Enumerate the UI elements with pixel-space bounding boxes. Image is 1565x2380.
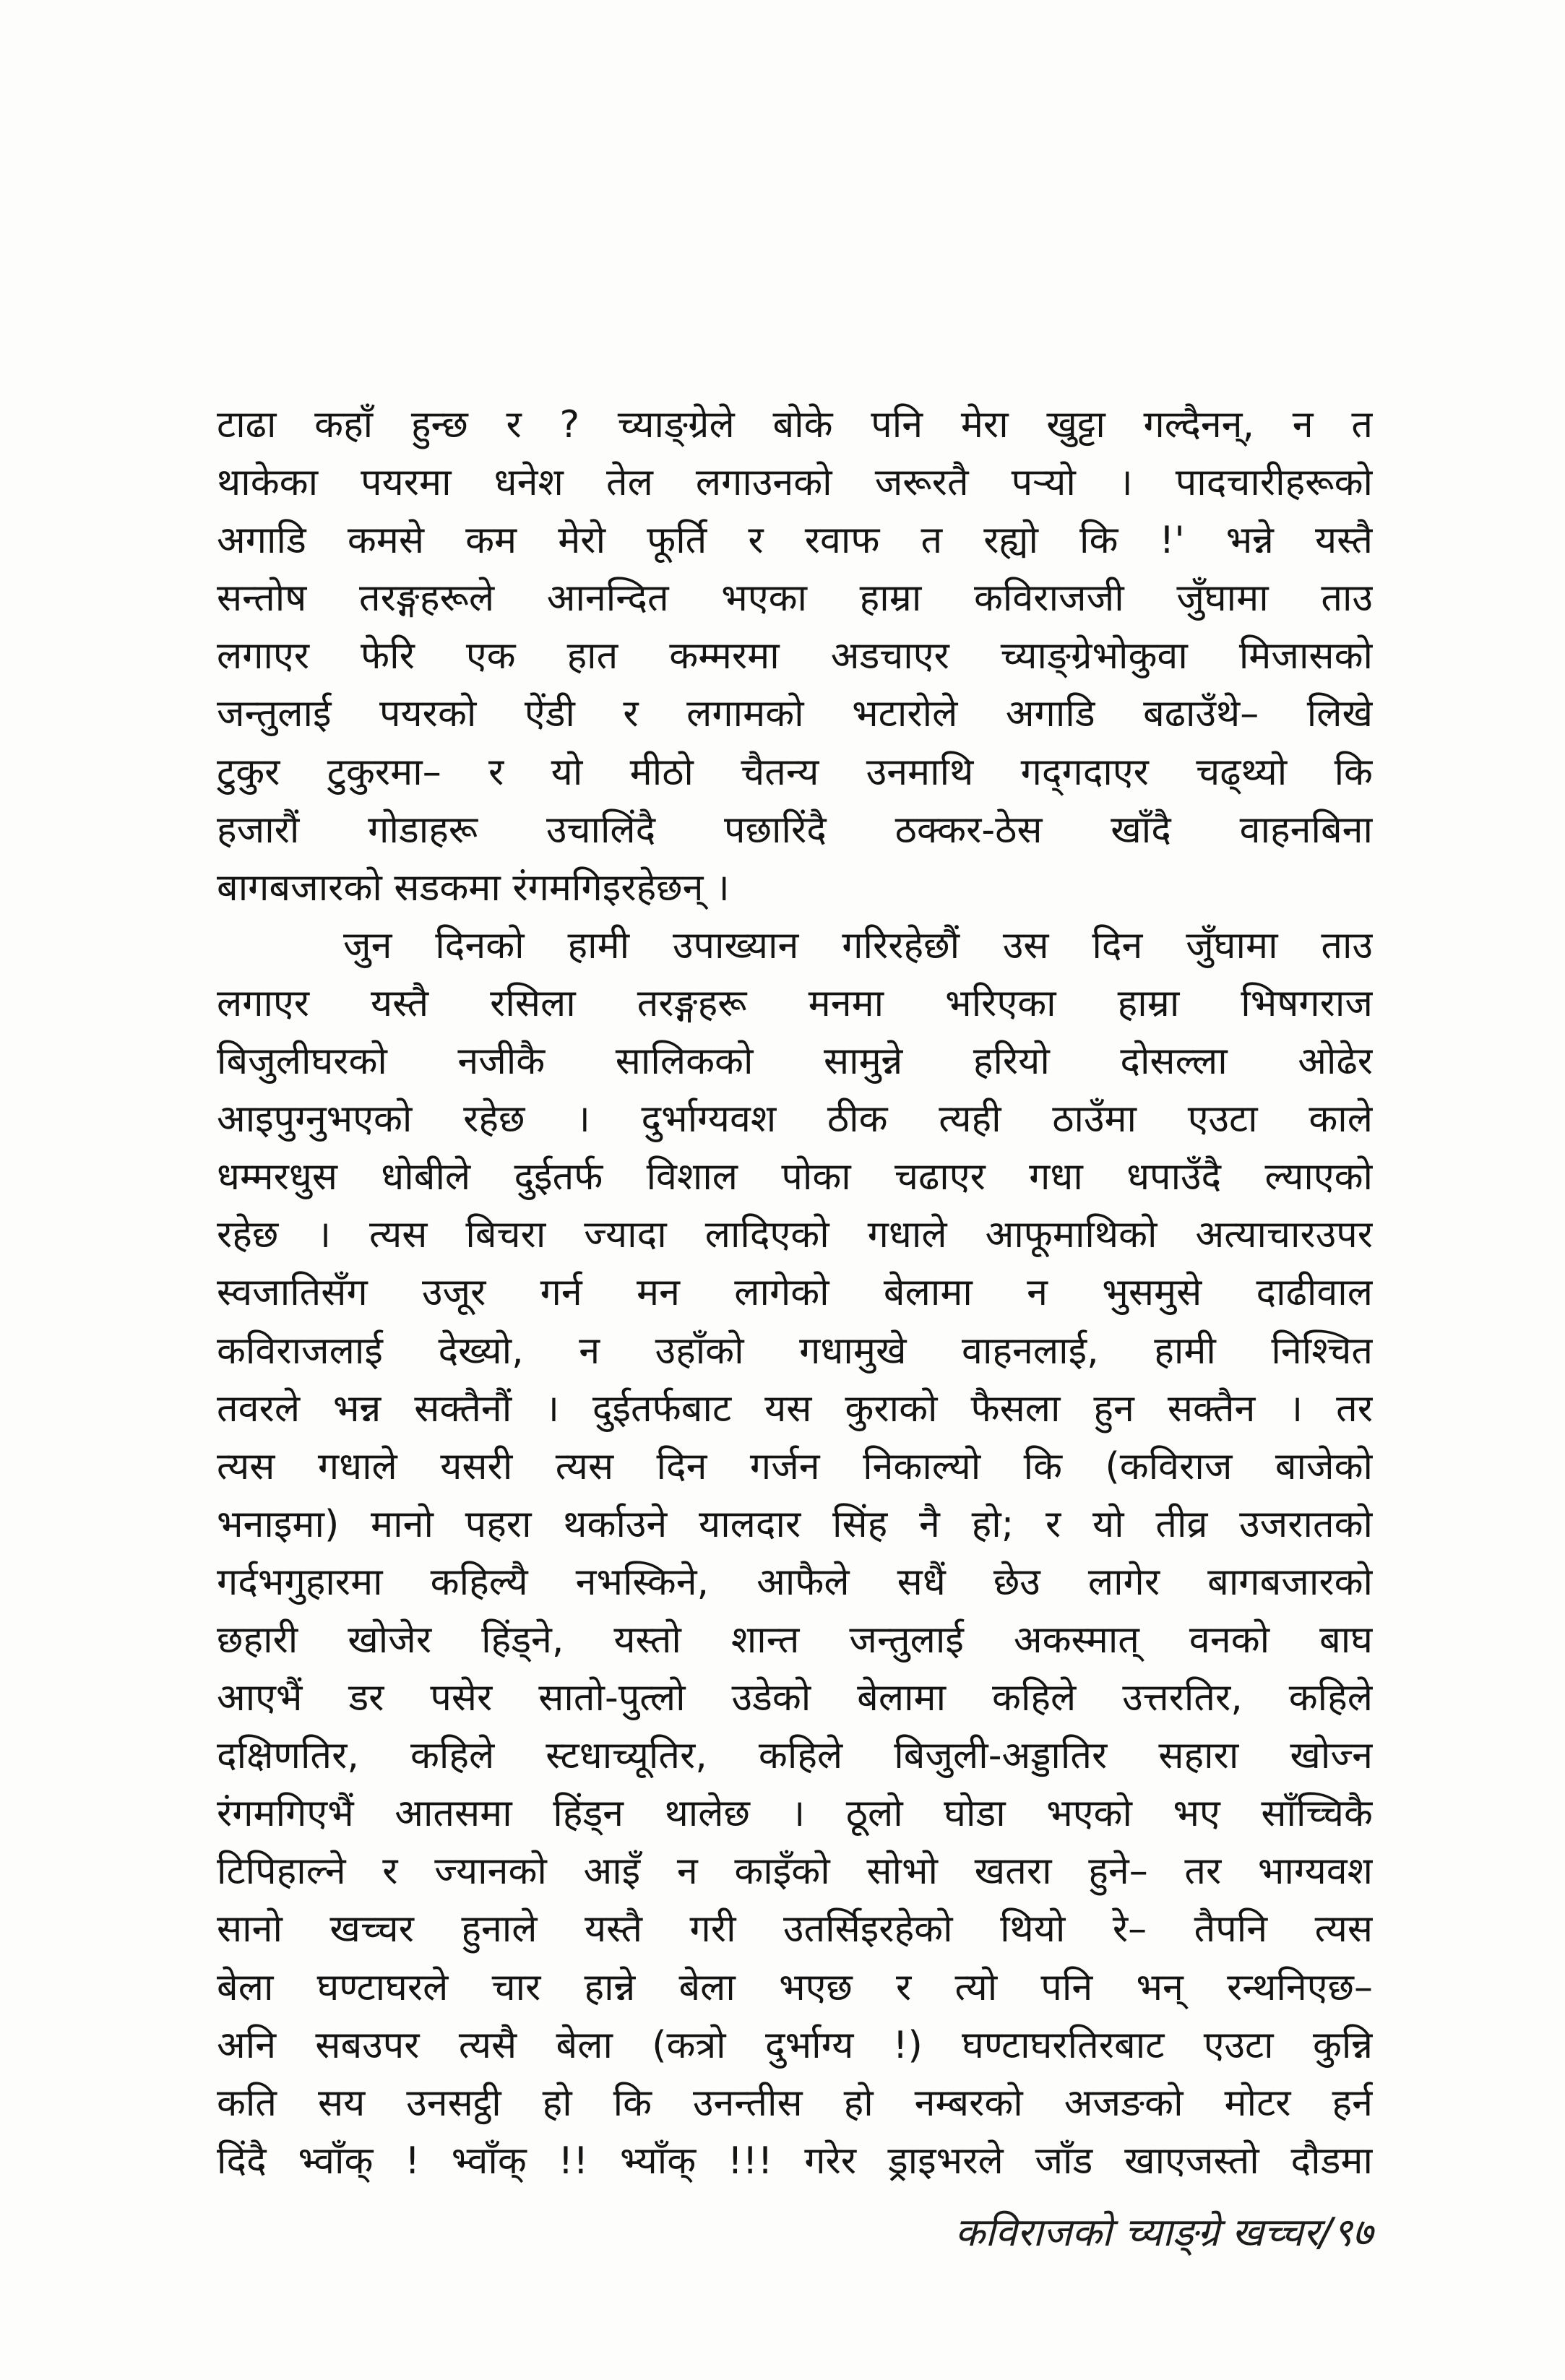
text-line: बागबजारको सडकमा रंगमगिइरहेछन् । xyxy=(217,866,730,910)
text-line: सानो खच्चर हुनाले यस्तै गरी उतर्सिइरहेको थियो रे– तैपनि त्यस xyxy=(217,1907,1373,1952)
text-line: अनि सबउपर त्यसै बेला (कत्रो दुर्भाग्य !) घण्टाघरतिरबाट एउटा कुन्नि xyxy=(217,2023,1373,2067)
text-line: तवरले भन्न सक्तैनौं । दुईतर्फबाट यस कुराको फैसला हुन सक्तैन । तर xyxy=(217,1387,1373,1431)
text-line: बेला घण्टाघरले चार हान्ने बेला भएछ र त्यो पनि भन् रन्थनिएछ– xyxy=(217,1965,1373,2009)
text-line: रहेछ । त्यस बिचरा ज्यादा लादिएको गधाले आफूमाथिको अत्याचारउपर xyxy=(217,1213,1373,1257)
text-line: बिजुलीघरको नजीकै सालिकको सामुन्ने हरियो दोसल्ला ओढेर xyxy=(217,1040,1373,1084)
text-line: दिंदै भ्वाँक् ! भ्वाँक् !! भ्याँक् !!! गरेर ड्राइभरले जाँड खाएजस्तो दौडमा xyxy=(217,2139,1373,2183)
text-line: भनाइमा) मानो पहरा थर्काउने यालदार सिंह नै हो; र यो तीव्र उजरातको xyxy=(217,1502,1373,1546)
text-line: कति सय उनसट्ठी हो कि उनन्तीस हो नम्बरको अजङको मोटर हर्न xyxy=(217,2081,1373,2125)
page-footer: कविराजको च्याङ्ग्रे खच्चर/९७ xyxy=(954,2209,1373,2255)
text-line: रंगमगिएभैं आतसमा हिंड्न थालेछ । ठूलो घोडा भएको भए साँच्चिकै xyxy=(217,1792,1373,1836)
body-text xyxy=(217,396,1373,2190)
text-line: आइपुग्नुभएको रहेछ । दुर्भाग्यवश ठीक त्यही ठाउँमा एउटा काले xyxy=(217,1098,1373,1142)
text-line: थाकेका पयरमा धनेश तेल लगाउनको जरूरतै पऱ्यो । पादचारीहरूको xyxy=(217,461,1373,505)
text-line: स्वजातिसँग उजूर गर्न मन लागेको बेलामा न भुसमुसे दाढीवाल xyxy=(217,1271,1373,1315)
text-line: आएभैं डर पसेर सातो-पुत्लो उडेको बेलामा कहिले उत्तरतिर, कहिले xyxy=(217,1676,1373,1720)
text-line: अगाडि कमसे कम मेरो फूर्ति र रवाफ त रह्यो कि !' भन्ने यस्तै xyxy=(217,519,1373,563)
text-line: टाढा कहाँ हुन्छ र ? च्याङ्ग्रेले बोके पनि मेरा खुट्टा गल्दैनन्, न त xyxy=(217,403,1373,447)
text-line: टिपिहाल्ने र ज्यानको आइँ न काइँको सोभो खतरा हुने– तर भाग्यवश xyxy=(217,1850,1373,1894)
text-line: जुन दिनको हामी उपाख्यान गरिरहेछौं उस दिन जुँघामा ताउ xyxy=(343,923,1373,967)
text-line: दक्षिणतिर, कहिले स्टधाच्यूतिर, कहिले बिजुली-अड्डातिर सहारा खोज्न xyxy=(217,1734,1373,1778)
text-line: गर्दभगुहारमा कहिल्यै नभस्किने, आफैले सधैं छेउ लागेर बागबजारको xyxy=(217,1560,1373,1604)
text-line: जन्तुलाई पयरको ऐंडी र लगामको भटारोले अगाडि बढाउँथे– लिखे xyxy=(217,692,1373,736)
text-line: छहारी खोजेर हिंड्ने, यस्तो शान्त जन्तुलाई अकस्मात् वनको बाघ xyxy=(217,1618,1373,1662)
text-line: कविराजलाई देख्यो, न उहाँको गधामुखे वाहनलाई, हामी निश्चित xyxy=(217,1329,1373,1373)
text-line: टुकुर टुकुरमा– र यो मीठो चैतन्य उनमाथि गद्‌गदाएर चढ्थ्यो कि xyxy=(217,750,1373,794)
text-line: लगाएर यस्तै रसिला तरङ्गहरू मनमा भरिएका हाम्रा भिषगराज xyxy=(217,981,1373,1025)
text-line: त्यस गधाले यसरी त्यस दिन गर्जन निकाल्यो कि (कविराज बाजेको xyxy=(217,1444,1373,1488)
text-line: हजारौं गोडाहरू उचालिंदै पछारिंदै ठक्कर-ठेस खाँदै वाहनबिना xyxy=(217,808,1373,852)
text-line: सन्तोष तरङ्गहरूले आनन्दित भएका हाम्रा कविराजजी जुँघामा ताउ xyxy=(217,577,1373,621)
text-line: लगाएर फेरि एक हात कम्मरमा अडचाएर च्याङ्ग्रेभोकुवा मिजासको xyxy=(217,634,1373,678)
text-line: धम्मरधुस धोबीले दुईतर्फ विशाल पोका चढाएर गधा धपाउँदै ल्याएको xyxy=(217,1155,1373,1199)
